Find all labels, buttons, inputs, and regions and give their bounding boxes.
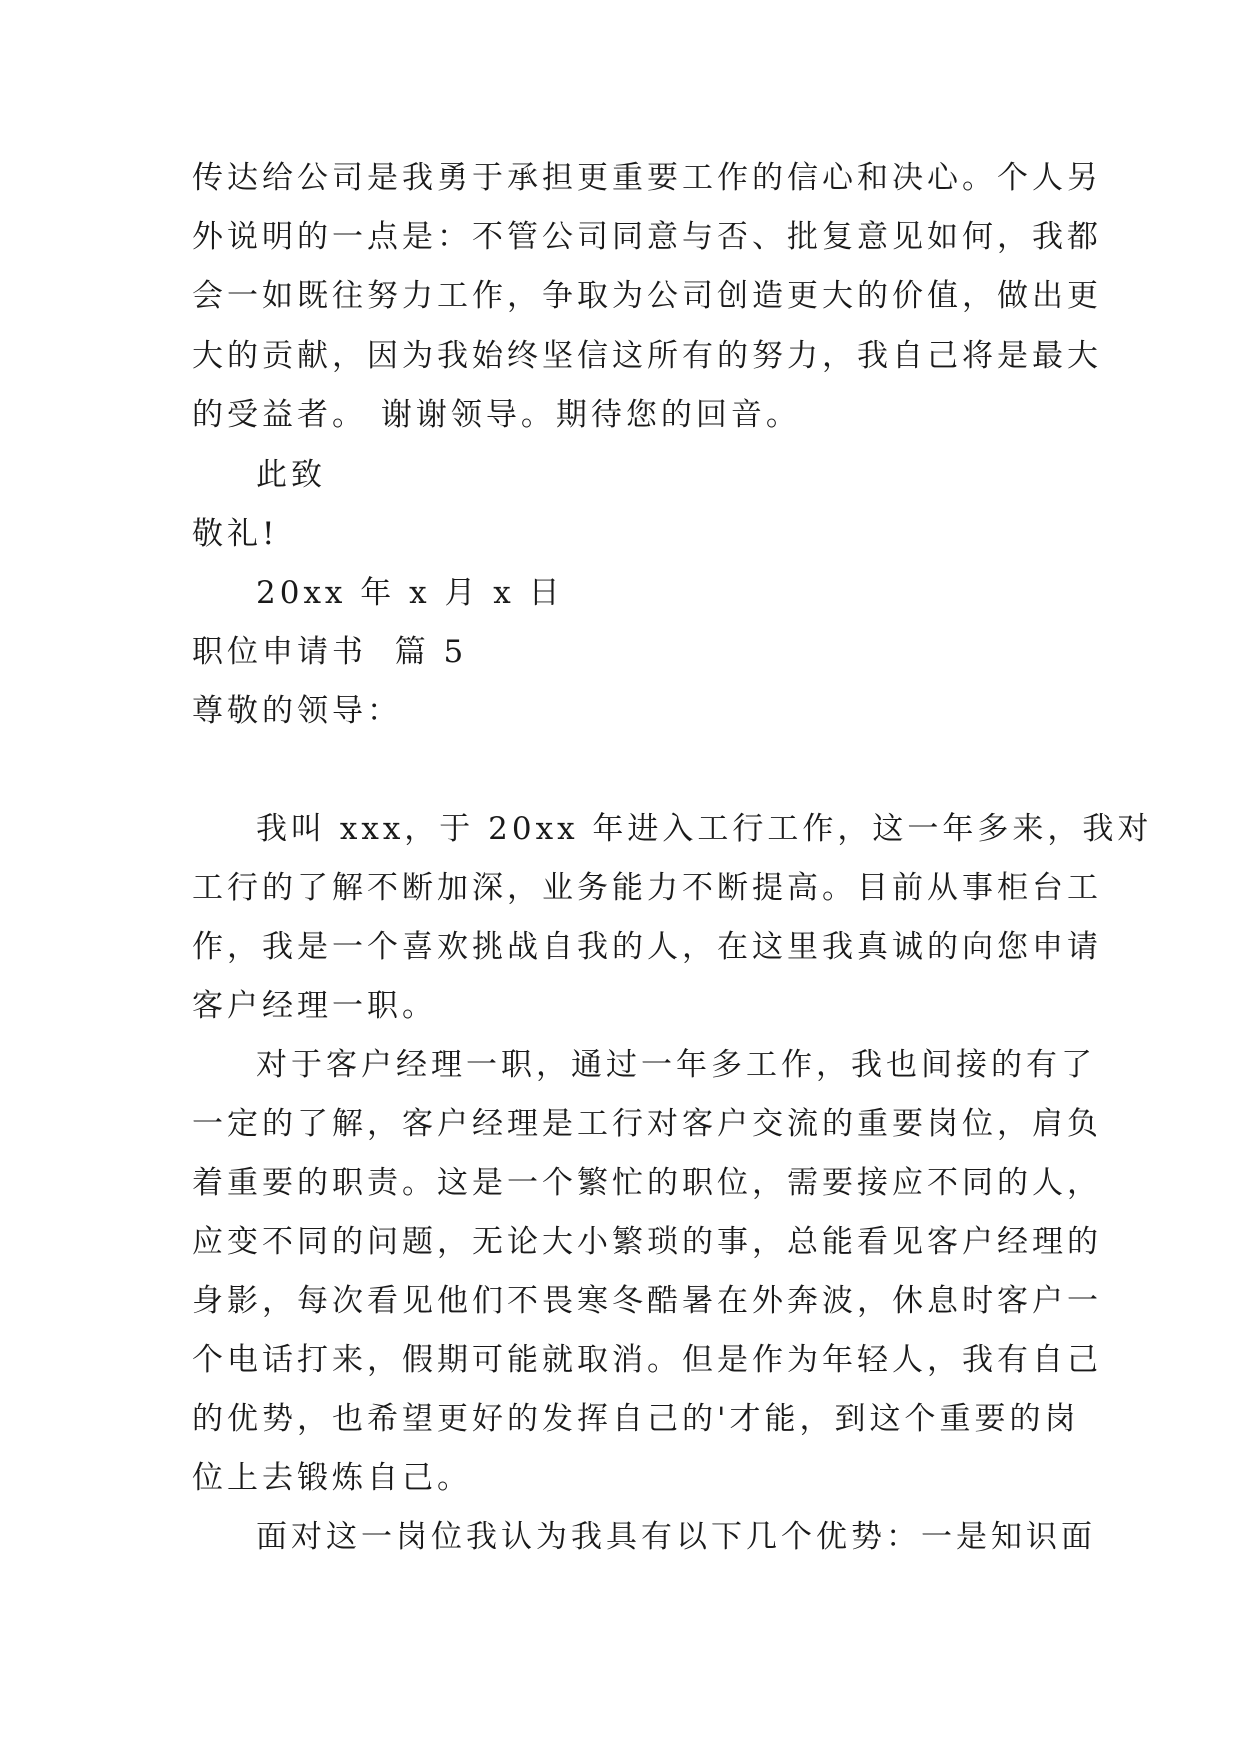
body-text-line: 我叫 xxx，于 20xx 年进入工行工作，这一年多来，我对 bbox=[256, 811, 1153, 847]
body-text-line: 对于客户经理一职，通过一年多工作，我也间接的有了 bbox=[256, 1047, 1096, 1083]
body-text-line: 的优势，也希望更好的发挥自己的'才能，到这个重要的岗 bbox=[192, 1401, 1080, 1437]
letter-date: 20xx 年 x 月 x 日 bbox=[256, 575, 564, 611]
section-heading: 职位申请书 篇 5 bbox=[192, 634, 468, 670]
body-text-line: 作，我是一个喜欢挑战自我的人，在这里我真诚的向您申请 bbox=[192, 929, 1102, 965]
body-text-line: 身影，每次看见他们不畏寒冬酷暑在外奔波，休息时客户一 bbox=[192, 1283, 1102, 1319]
body-text-line: 应变不同的问题，无论大小繁琐的事，总能看见客户经理的 bbox=[192, 1224, 1102, 1260]
body-text-line: 外说明的一点是：不管公司同意与否、批复意见如何，我都 bbox=[192, 219, 1102, 255]
body-text-line: 会一如既往努力工作，争取为公司创造更大的价值，做出更 bbox=[192, 278, 1102, 314]
body-text-line: 客户经理一职。 bbox=[192, 988, 437, 1024]
closing-regards: 敬礼! bbox=[192, 516, 279, 552]
body-text-line: 大的贡献，因为我始终坚信这所有的努力，我自己将是最大 bbox=[192, 338, 1102, 374]
body-text-line: 个电话打来，假期可能就取消。但是作为年轻人，我有自己 bbox=[192, 1342, 1102, 1378]
body-text-line: 工行的了解不断加深，业务能力不断提高。目前从事柜台工 bbox=[192, 870, 1102, 906]
body-text-line: 着重要的职责。这是一个繁忙的职位，需要接应不同的人， bbox=[192, 1165, 1102, 1201]
greeting: 尊敬的领导： bbox=[192, 693, 402, 729]
closing-salutation: 此致 bbox=[256, 457, 326, 493]
body-text-line: 位上去锻炼自己。 bbox=[192, 1460, 472, 1496]
body-text-line: 一定的了解，客户经理是工行对客户交流的重要岗位，肩负 bbox=[192, 1106, 1102, 1142]
body-text-line: 面对这一岗位我认为我具有以下几个优势：一是知识面 bbox=[256, 1519, 1096, 1555]
body-text-line: 传达给公司是我勇于承担更重要工作的信心和决心。个人另 bbox=[192, 160, 1102, 196]
body-text-line: 的受益者。 谢谢领导。期待您的回音。 bbox=[192, 397, 801, 433]
